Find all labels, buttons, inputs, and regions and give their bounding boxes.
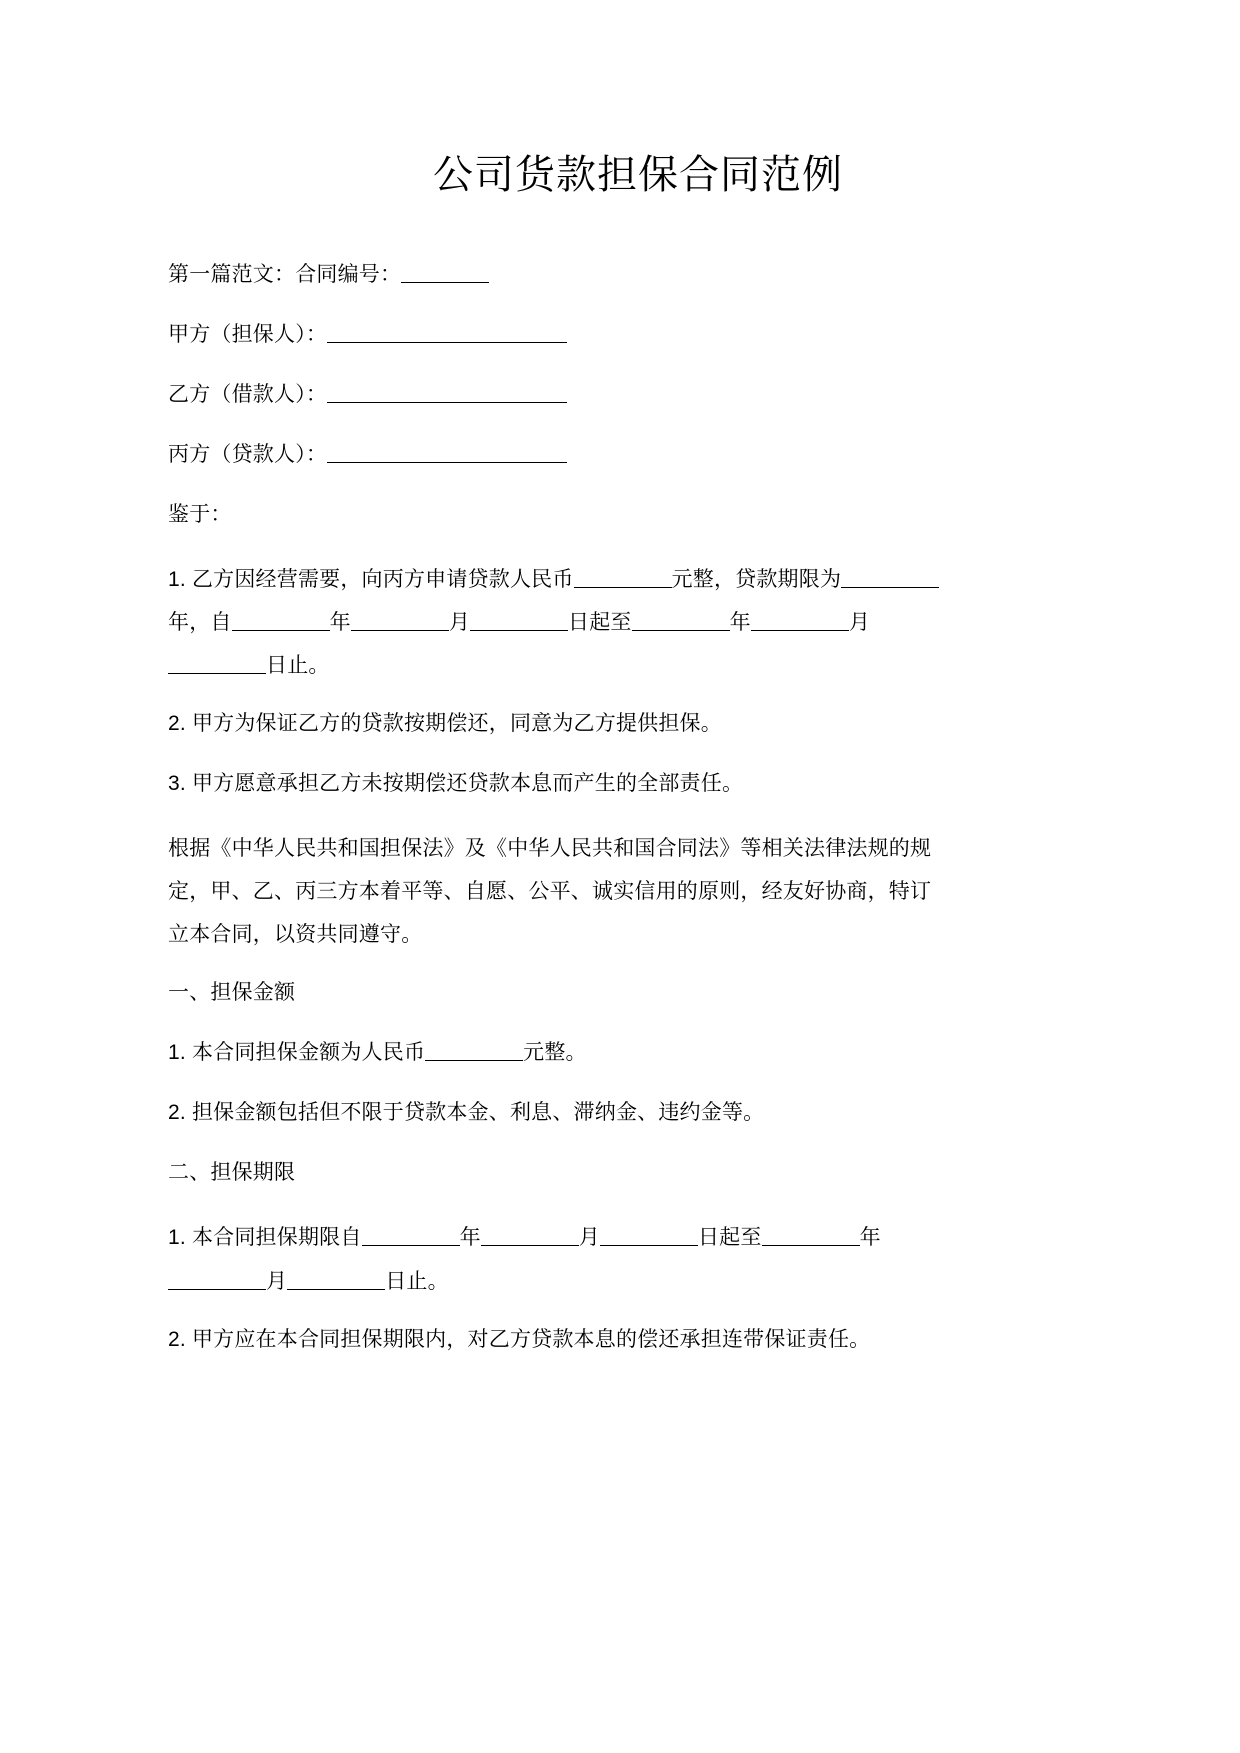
text-run: 乙方（借款人）： (168, 383, 328, 407)
text-run: 月 (448, 611, 471, 635)
text-run: 年，自 (168, 611, 232, 635)
text-run: 2. 甲方为保证乙方的贷款按期偿还，同意为乙方提供担保。 (168, 712, 722, 736)
text-run: 年 (859, 1226, 881, 1250)
text-run: 月 (266, 1269, 288, 1293)
text-run: 3. 甲方愿意承担乙方未按期偿还贷款本息而产生的全部责任。 (168, 772, 744, 796)
fill-in-blank[interactable] (574, 587, 672, 588)
text-run: 2. 甲方应在本合同担保期限内，对乙方贷款本息的偿还承担连带保证责任。 (168, 1327, 871, 1351)
text-run: 月 (848, 611, 871, 635)
party-b-line (168, 378, 1090, 412)
party-c-line (168, 438, 1090, 472)
section-heading-2 (168, 1156, 1090, 1190)
text-run: 鉴于： (168, 503, 232, 527)
text-run: 日止。 (266, 654, 330, 678)
fill-in-blank[interactable] (327, 402, 567, 403)
fill-in-blank[interactable] (425, 1060, 523, 1061)
text-run: 第一篇范文：合同编号： (168, 263, 402, 286)
text-run: 丙方（贷款人）： (168, 443, 328, 467)
whereas-item-2 (168, 707, 1090, 741)
fill-in-blank[interactable] (632, 630, 730, 631)
fill-in-blank[interactable] (751, 630, 849, 631)
document-body (168, 258, 1090, 1357)
fill-in-blank[interactable] (327, 342, 567, 343)
fill-in-blank[interactable] (401, 282, 489, 283)
text-run: 根据《中华人民共和国担保法》及《中华人民共和国合同法》等相关法律法规的规定，甲、乙、丙三方本着平等、自愿、公平、诚实信用的原则，经友好协商，特订立本合同，以资共同遵守。 (168, 837, 932, 947)
fill-in-blank[interactable] (168, 1289, 266, 1290)
text-run: 年 (729, 611, 751, 635)
fill-in-blank[interactable] (232, 630, 330, 631)
page-title: 公司货款担保合同范例 (433, 153, 843, 197)
section-heading-1 (168, 976, 1090, 1010)
legal-basis-paragraph (168, 827, 943, 956)
whereas-label (168, 498, 1090, 532)
party-a-line (168, 318, 1090, 352)
fill-in-blank[interactable] (481, 1245, 579, 1246)
fill-in-blank[interactable] (327, 462, 567, 463)
fill-in-blank[interactable] (470, 630, 568, 631)
section-1-item-1 (168, 1036, 1090, 1070)
text-run: 1. 乙方因经营需要，向丙方申请贷款人民币 (168, 568, 574, 592)
text-run: 元整，贷款期限为 (671, 568, 842, 592)
text-run: 日起至 (697, 1226, 762, 1250)
text-run: 1. 本合同担保金额为人民币 (168, 1041, 426, 1065)
whereas-item-3 (168, 767, 1090, 801)
contract-number-line (168, 258, 1090, 292)
section-2-item-2 (168, 1323, 1090, 1357)
section-1-item-2 (168, 1096, 1090, 1130)
section-2-item-1 (168, 1216, 958, 1302)
fill-in-blank[interactable] (287, 1289, 385, 1290)
text-run: 年 (329, 611, 351, 635)
text-run: 日止。 (385, 1269, 449, 1293)
text-run: 月 (578, 1226, 600, 1250)
text-run: 元整。 (523, 1041, 587, 1065)
text-run: 2. 担保金额包括但不限于贷款本金、利息、滞纳金、违约金等。 (168, 1101, 765, 1125)
text-run: 年 (459, 1226, 481, 1250)
fill-in-blank[interactable] (362, 1245, 460, 1246)
fill-in-blank[interactable] (841, 587, 939, 588)
fill-in-blank[interactable] (168, 673, 266, 674)
text-run: 一、担保金额 (168, 981, 296, 1005)
fill-in-blank[interactable] (762, 1245, 860, 1246)
text-run: 二、担保期限 (168, 1161, 296, 1185)
text-run: 1. 本合同担保期限自 (168, 1226, 362, 1250)
text-run: 甲方（担保人）： (168, 323, 328, 347)
fill-in-blank[interactable] (600, 1245, 698, 1246)
fill-in-blank[interactable] (351, 630, 449, 631)
text-run: 日起至 (568, 611, 632, 635)
whereas-item-1 (168, 558, 958, 687)
